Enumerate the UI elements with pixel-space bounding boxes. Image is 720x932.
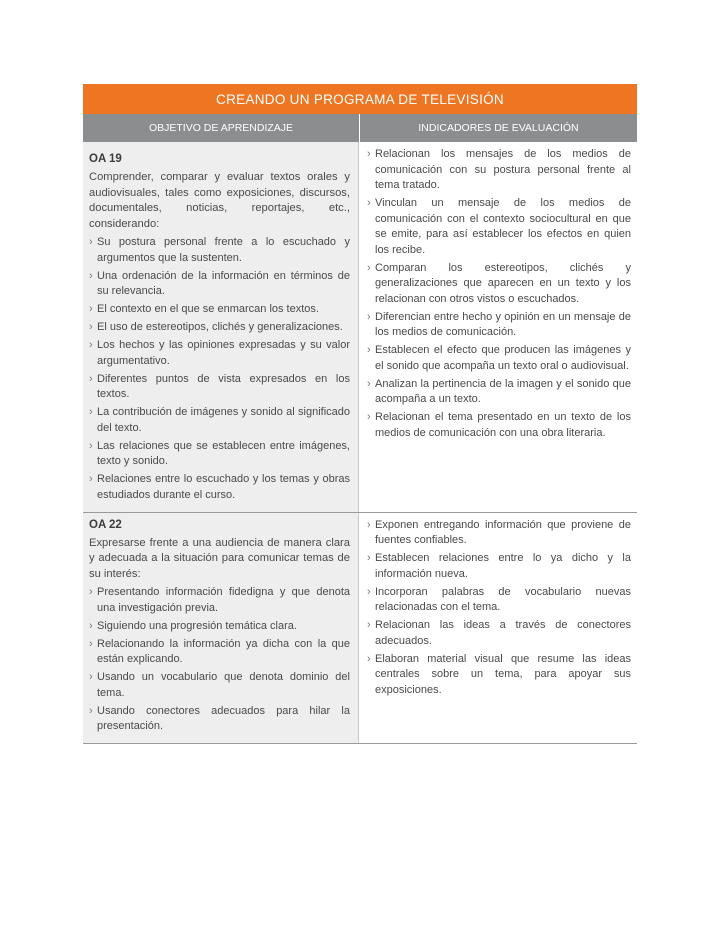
header-objetivo: OBJETIVO DE APRENDIZAJE xyxy=(83,114,360,142)
objective-list xyxy=(89,585,350,735)
table-row xyxy=(83,513,637,745)
list-item: › Comparan los estereotipos, clichés y generalizaciones que aparecen en un texto y los relacionan con otros vistos o escuchados. xyxy=(367,261,631,308)
oa-intro: Comprender, comparar y evaluar textos orales y audiovisuales, tales como exposiciones, discursos, documentales, noticias, reportajes, etc., considerando: xyxy=(89,171,350,230)
list-item: › Las relaciones que se establecen entre imágenes, texto y sonido. xyxy=(89,439,350,470)
oa-code: OA 19 xyxy=(89,153,122,165)
list-item: › Presentando información fidedigna y que denota una investigación previa. xyxy=(89,585,350,616)
indicator-cell xyxy=(359,513,637,744)
objective-list xyxy=(89,235,350,503)
list-item: › Establecen el efecto que producen las imágenes y el sonido que acompaña un texto oral o audiovisual. xyxy=(367,343,631,374)
table-title: CREANDO UN PROGRAMA DE TELEVISIÓN xyxy=(83,84,637,114)
list-item: › Diferentes puntos de vista expresados en los textos. xyxy=(89,372,350,403)
list-item: › Relacionan las ideas a través de conectores adecuados. xyxy=(367,618,631,649)
objective-cell xyxy=(83,142,359,512)
table-row xyxy=(83,142,637,513)
list-item: › Una ordenación de la información en términos de su relevancia. xyxy=(89,269,350,300)
list-item: › Vinculan un mensaje de los medios de comunicación con el contexto sociocultural en que se emite, para así establecer los efectos en quien los recibe. xyxy=(367,196,631,258)
list-item: › Elaboran material visual que resume las ideas centrales sobre un tema, para apoyar sus exposiciones. xyxy=(367,652,631,699)
indicator-cell xyxy=(359,142,637,512)
list-item: › Relacionan el tema presentado en un texto de los medios de comunicación con una obra literaria. xyxy=(367,410,631,441)
oa-code: OA 22 xyxy=(89,518,122,531)
header-indicadores: INDICADORES DE EVALUACIÓN xyxy=(418,122,579,134)
list-item: › Exponen entregando información que proviene de fuentes confiables. xyxy=(367,518,631,549)
list-item: › El uso de estereotipos, clichés y generalizaciones. xyxy=(89,320,350,336)
list-item: › Usando un vocabulario que denota dominio del tema. xyxy=(89,670,350,701)
indicator-list xyxy=(367,518,631,699)
list-item: › Incorporan palabras de vocabulario nuevas relacionadas con el tema. xyxy=(367,585,631,616)
indicator-list xyxy=(367,147,631,441)
list-item: › Usando conectores adecuados para hilar la presentación. xyxy=(89,704,350,735)
list-item: › Relacionando la información ya dicha con la que están explicando. xyxy=(89,637,350,668)
list-item: › La contribución de imágenes y sonido al significado del texto. xyxy=(89,405,350,436)
list-item: › Diferencian entre hecho y opinión en un mensaje de los medios de comunicación. xyxy=(367,310,631,341)
list-item: › Relaciones entre lo escuchado y los temas y obras estudiados durante el curso. xyxy=(89,472,350,503)
list-item: › Relacionan los mensajes de los medios de comunicación con su postura personal frente al tema tratado. xyxy=(367,147,631,194)
list-item: › Analizan la pertinencia de la imagen y el sonido que acompaña a un texto. xyxy=(367,377,631,408)
oa-intro: Expresarse frente a una audiencia de manera clara y adecuada a la situación para comunicar temas de su interés: xyxy=(89,536,350,580)
list-item: › Su postura personal frente a lo escuchado y argumentos que la sustenten. xyxy=(89,235,350,266)
table-header-row xyxy=(83,114,637,142)
list-item: › Los hechos y las opiniones expresadas y su valor argumentativo. xyxy=(89,338,350,369)
list-item: › Establecen relaciones entre lo ya dicho y la información nueva. xyxy=(367,551,631,582)
list-item: › El contexto en el que se enmarcan los textos. xyxy=(89,302,350,318)
objective-cell xyxy=(83,513,359,744)
evaluation-table xyxy=(83,84,637,744)
list-item: › Siguiendo una progresión temática clara. xyxy=(89,619,350,635)
